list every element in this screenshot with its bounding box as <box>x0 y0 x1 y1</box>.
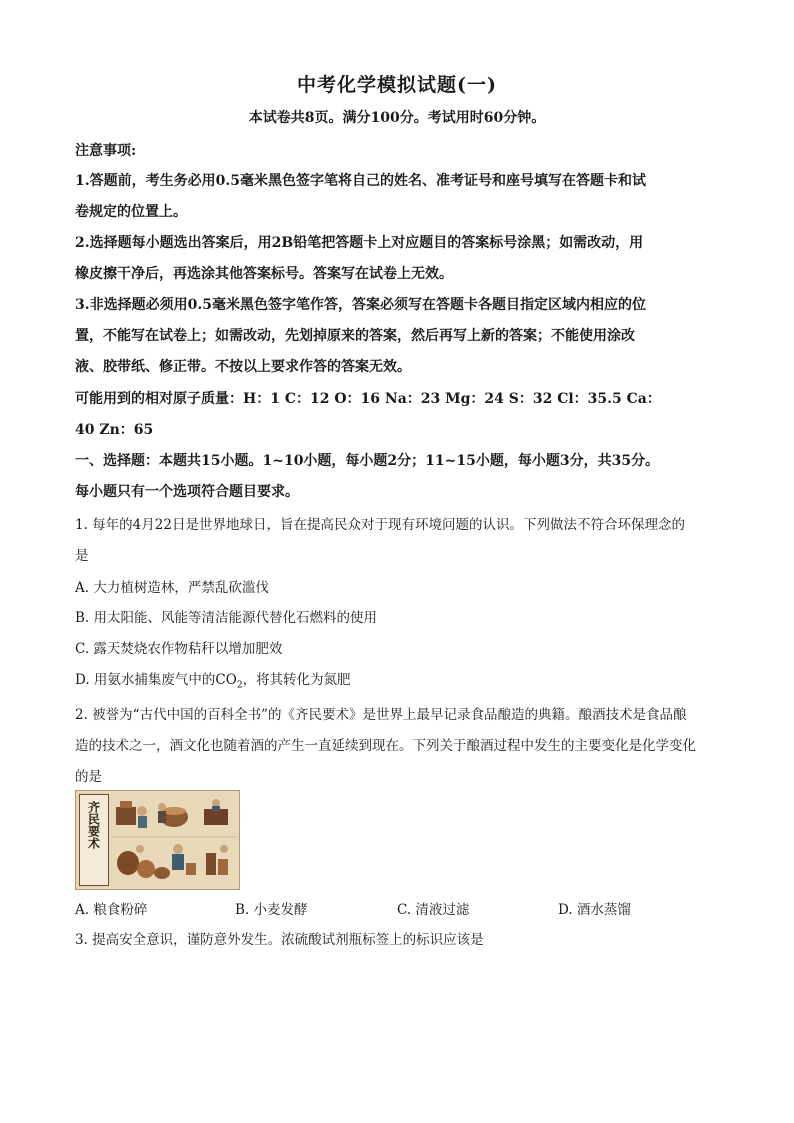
notice-item-3-line-2: 置，不能写在试卷上；如需改动，先划掉原来的答案，然后再写上新的答案；不能使用涂改 <box>75 328 635 344</box>
question-2-line-2: 造的技术之一，酒文化也随着酒的产生一直延续到现在。下列关于酿酒过程中发生的主要变化是化学变化 <box>75 738 696 754</box>
notice-heading: 注意事项: <box>75 143 137 159</box>
notice-item-2 <box>75 228 725 290</box>
book-title-scroll: 齐民要术 <box>79 794 109 886</box>
question-3: 3. 提高安全意识，谨防意外发生。浓硫酸试剂瓶标签上的标识应该是 <box>75 932 484 948</box>
notice-item-3-line-1: 3.非选择题必须用0.5毫米黑色签字笔作答，答案必须写在答题卡各题目指定区域内相应的位 <box>75 297 646 313</box>
notice-item-1 <box>75 166 725 228</box>
exam-subtitle: 本试卷共8页。满分100分。考试用时60分钟。 <box>248 110 546 126</box>
qiminyaoshu-illustration <box>75 790 240 890</box>
section-1-line-2: 每小题只有一个选项符合题目要求。 <box>75 484 299 500</box>
notice-item-3-line-3: 液、胶带纸、修正带。不按以上要求作答的答案无效。 <box>75 359 411 375</box>
question-1 <box>75 510 735 572</box>
option-d-text-post: ，将其转化为氮肥 <box>242 672 351 688</box>
page-title: 中考化学模拟试题(一) <box>297 74 497 96</box>
question-1-option-b: B. 用太阳能、风能等清洁能源代替化石燃料的使用 <box>75 610 378 626</box>
question-1-option-c: C. 露天焚烧农作物秸秆以增加肥效 <box>75 641 283 657</box>
section-1-line-1: 一、选择题：本题共15小题。1~10小题，每小题2分；11~15小题，每小题3分，共35分。 <box>75 453 660 469</box>
brewing-scenes-image <box>112 793 238 889</box>
question-1-option-d <box>75 670 351 696</box>
notice-item-2-line-2: 橡皮擦干净后，再选涂其他答案标号。答案写在试卷上无效。 <box>75 266 453 282</box>
question-2 <box>75 700 735 793</box>
atomic-mass-note <box>75 384 725 446</box>
question-2-option-a: A. 粮食粉碎 <box>75 902 148 918</box>
atomic-mass-line-2: 40 Zn：65 <box>75 422 154 438</box>
question-2-option-b: B. 小麦发酵 <box>235 902 308 918</box>
question-2-option-d: D. 酒水蒸馏 <box>558 902 631 918</box>
question-2-line-3: 的是 <box>75 769 102 785</box>
section-1-heading <box>75 446 745 508</box>
option-d-subscript: 2 <box>236 680 243 691</box>
question-2-option-c: C. 清液过滤 <box>397 902 470 918</box>
notice-item-3 <box>75 290 725 383</box>
option-d-text-pre: D. 用氨水捕集废气中的CO <box>75 672 237 688</box>
notice-item-2-line-1: 2.选择题每小题选出答案后，用2B铅笔把答题卡上对应题目的答案标号涂黑；如需改动，用 <box>75 235 644 251</box>
question-1-line-1: 1. 每年的4月22日是世界地球日，旨在提高民众对于现有环境问题的认识。下列做法不符合环保理念的 <box>75 517 685 533</box>
notice-item-1-line-1: 1.答题前，考生务必用0.5毫米黑色签字笔将自己的姓名、准考证号和座号填写在答题卡和试 <box>75 173 646 189</box>
question-1-option-a: A. 大力植树造林，严禁乱砍滥伐 <box>75 580 269 596</box>
atomic-mass-line-1: 可能用到的相对原子质量：H：1 C：12 O：16 Na：23 Mg：24 S：32 Cl：35.5 Ca： <box>75 391 661 407</box>
question-1-line-2: 是 <box>75 548 89 564</box>
question-2-line-1: 2. 被誉为“古代中国的百科全书”的《齐民要术》是世界上最早记录食品酿造的典籍。酿酒技术是食品酿 <box>75 707 687 723</box>
notice-item-1-line-2: 卷规定的位置上。 <box>75 204 187 220</box>
